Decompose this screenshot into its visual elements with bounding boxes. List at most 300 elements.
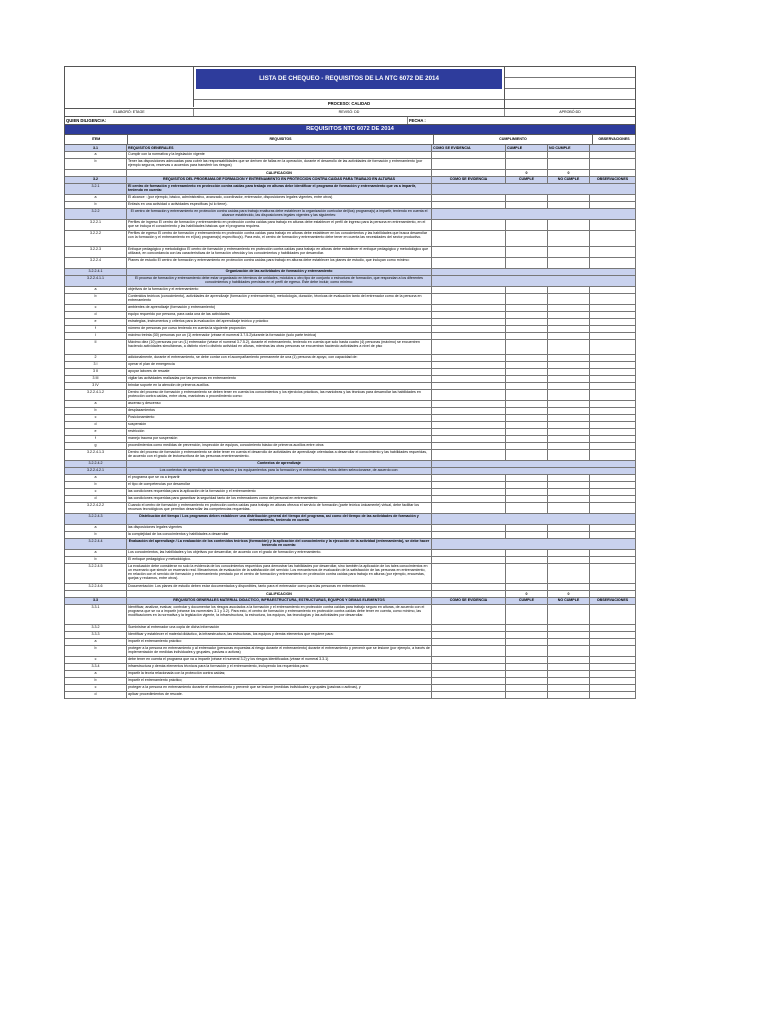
item-number: 3.2.2.4.1.3: [65, 450, 127, 461]
requirement-text: estrategias, instrumentos y criterios para la evaluación del aprendizaje teórico y práctico: [127, 319, 432, 326]
cumple-cell[interactable]: [506, 436, 548, 443]
evidencia-cell[interactable]: [432, 319, 506, 326]
evidencia-cell[interactable]: [432, 605, 506, 625]
item-number: I: [65, 333, 127, 340]
no-cumple-cell[interactable]: [548, 436, 590, 443]
table-row: [64, 664, 636, 671]
evidencia-cell[interactable]: [432, 152, 506, 159]
item-number: a: [65, 152, 127, 159]
table-row: [64, 415, 636, 422]
observaciones-cell[interactable]: [590, 525, 636, 532]
no-cumple-cell[interactable]: [548, 152, 590, 159]
evidencia-cell[interactable]: [432, 415, 506, 422]
col-evidencia: COMO SE EVIDENCIA: [432, 145, 506, 152]
cumple-cell[interactable]: [506, 220, 548, 231]
no-cumple-cell[interactable]: [548, 664, 590, 671]
observaciones-cell[interactable]: [590, 195, 636, 202]
cumple-cell[interactable]: [506, 550, 548, 557]
observaciones-cell[interactable]: [590, 443, 636, 450]
table-row: [64, 564, 636, 584]
observaciones-cell[interactable]: [590, 475, 636, 482]
observaciones-cell[interactable]: [590, 532, 636, 539]
table-row: [64, 305, 636, 312]
no-cumple-cell[interactable]: [548, 443, 590, 450]
evidencia-cell[interactable]: [432, 496, 506, 503]
section-title: REQUISITOS GENERALES MATERIAL DIDACTICO, INFRAESTRUCTURA, ESTRUCTURAS, EQUIPOS Y DEMAS ELEMENTOS: [127, 598, 432, 605]
cumple-cell[interactable]: [506, 312, 548, 319]
observaciones-cell[interactable]: [590, 429, 636, 436]
process-label: PROCESO: CALIDAD: [194, 99, 504, 108]
evidencia-cell[interactable]: [432, 340, 506, 356]
cumple-cell[interactable]: [506, 564, 548, 584]
requirement-text: Dentro del proceso de formación y entrenamiento se debe tener en cuenta el desarrollo de actividades de aprendizaje orientadas a desarrollar el conocimiento y las habilidades requeridas, de acuerdo con el grado de lectoescritura de las personas enentrenamiento.: [127, 450, 432, 461]
no-cumple-cell[interactable]: [548, 326, 590, 333]
evidencia-cell[interactable]: [432, 422, 506, 429]
no-cumple-cell[interactable]: [548, 584, 590, 591]
cumple-cell[interactable]: [506, 305, 548, 312]
fecha-field[interactable]: FECHA :: [409, 118, 426, 123]
observaciones-cell[interactable]: [590, 632, 636, 639]
observaciones-cell[interactable]: [590, 605, 636, 625]
header-right-cells: [505, 67, 635, 108]
no-cumple-cell[interactable]: [548, 247, 590, 258]
cumple-cell[interactable]: [506, 584, 548, 591]
evidencia-cell[interactable]: [432, 312, 506, 319]
item-number: b: [65, 202, 127, 209]
column-headers: [64, 135, 636, 145]
observaciones-cell[interactable]: [590, 503, 636, 514]
observaciones-cell[interactable]: [590, 159, 636, 170]
requirement-text: Posicionamiento: [127, 415, 432, 422]
evidencia-cell[interactable]: [432, 202, 506, 209]
observaciones-cell[interactable]: [590, 550, 636, 557]
evidencia-cell[interactable]: [432, 632, 506, 639]
cumple-cell[interactable]: [506, 390, 548, 401]
no-cumple-cell[interactable]: [548, 429, 590, 436]
evidencia-cell[interactable]: [432, 532, 506, 539]
observaciones-cell[interactable]: [590, 436, 636, 443]
no-cumple-cell[interactable]: [548, 692, 590, 699]
no-cumple-cell[interactable]: [548, 678, 590, 685]
cumple-cell[interactable]: [506, 326, 548, 333]
evidencia-cell[interactable]: [432, 443, 506, 450]
evidencia-cell[interactable]: [432, 482, 506, 489]
requirement-text: Enfoque pedagógico y metodológico El centro de formación y entrenamiento en protección contra caídas para trabajo en alturas debe establecer el enfoque pedagógico y metodológico que utilizará, en concordancia con las características de la formación ofrecida y los conocimientos y habilidades por desarrollar.: [127, 247, 432, 258]
requirement-text: Identificar y establecer el material didáctico, la infraestructura, las estructuras, los equipos y demás elementos que requiere para:: [127, 632, 432, 639]
evidencia-cell[interactable]: [432, 564, 506, 584]
evidencia-cell[interactable]: [432, 159, 506, 170]
evidencia-cell[interactable]: [432, 646, 506, 657]
cumple-cell[interactable]: [506, 482, 548, 489]
observaciones-cell[interactable]: [590, 422, 636, 429]
no-cumple-cell[interactable]: [548, 685, 590, 692]
evidencia-cell[interactable]: [432, 195, 506, 202]
no-cumple-cell[interactable]: [548, 258, 590, 269]
observaciones-cell[interactable]: [590, 319, 636, 326]
table-row: [64, 294, 636, 305]
table-row: [64, 247, 636, 258]
evidencia-cell[interactable]: [432, 450, 506, 461]
cumple-cell[interactable]: [506, 664, 548, 671]
item-number: b: [65, 678, 127, 685]
observaciones-cell[interactable]: [590, 220, 636, 231]
no-cumple-cell[interactable]: [548, 195, 590, 202]
observaciones-cell[interactable]: [590, 340, 636, 356]
no-cumple-cell[interactable]: [548, 355, 590, 362]
evidencia-cell[interactable]: [432, 333, 506, 340]
no-cumple-cell[interactable]: [548, 305, 590, 312]
observaciones-cell[interactable]: [590, 584, 636, 591]
cumple-cell[interactable]: [506, 639, 548, 646]
cumple-cell[interactable]: [506, 625, 548, 632]
item-number: c: [65, 685, 127, 692]
approval-row: [64, 109, 636, 117]
no-cumple-cell[interactable]: [548, 408, 590, 415]
item-number: 3.3.2: [65, 625, 127, 632]
evidencia-cell[interactable]: [432, 287, 506, 294]
no-cumple-cell[interactable]: [548, 475, 590, 482]
observaciones-cell[interactable]: [590, 678, 636, 685]
table-row: [64, 685, 636, 692]
evidencia-cell[interactable]: [432, 557, 506, 564]
requirement-text: debe tener en cuenta el programa que va a impartir (véase el numeral 3.2) y los riesgos identificados (véase el numeral 3.3.1): [127, 657, 432, 664]
requirement-text: proteger a la persona en entrenamiento y al entrenador (personas expuestas al riesgo durante el entrenamiento) durante el entrenamiento y prevenir que se lesione (por ejemplo, a través de implementación de medidas individuales y grupales, pasivas o activas): [127, 646, 432, 657]
evidencia-cell[interactable]: [432, 376, 506, 383]
cumple-cell[interactable]: [506, 422, 548, 429]
cumple-cell[interactable]: [506, 525, 548, 532]
observaciones-cell[interactable]: [590, 450, 636, 461]
observaciones-cell[interactable]: [590, 202, 636, 209]
section-number: 3.3: [65, 598, 127, 605]
item-number: b: [65, 159, 127, 170]
col-no-cumple: NO CUMPLE: [548, 177, 590, 184]
observaciones-cell[interactable]: [590, 152, 636, 159]
cumple-cell[interactable]: [506, 415, 548, 422]
evidencia-cell[interactable]: [432, 436, 506, 443]
col-obs: OBSERVACIONES: [590, 177, 636, 184]
cumple-cell[interactable]: [506, 671, 548, 678]
observaciones-cell[interactable]: [590, 646, 636, 657]
table-row: [64, 436, 636, 443]
evidencia-cell[interactable]: [432, 305, 506, 312]
observaciones-cell[interactable]: [590, 333, 636, 340]
observaciones-cell[interactable]: [590, 692, 636, 699]
no-cumple-cell[interactable]: [548, 422, 590, 429]
cumple-cell[interactable]: [506, 408, 548, 415]
cumple-cell[interactable]: [506, 646, 548, 657]
col-cumple: CUMPLE: [506, 598, 548, 605]
table-row: [64, 671, 636, 678]
item-number: e: [65, 429, 127, 436]
table-row: [64, 532, 636, 539]
item-number: f: [65, 326, 127, 333]
table-row: [64, 461, 636, 468]
item-number: d: [65, 496, 127, 503]
cumple-cell[interactable]: [506, 355, 548, 362]
no-cumple-cell[interactable]: [548, 625, 590, 632]
cumple-cell[interactable]: [506, 632, 548, 639]
requirement-text: impartir la teoría relacionada con la protección contra caídas;: [127, 671, 432, 678]
observaciones-cell[interactable]: [590, 355, 636, 362]
table-row: [64, 390, 636, 401]
requirement-text: Enfasis en una actividad o actividades específicas (si lo tiene).: [127, 202, 432, 209]
observaciones-cell[interactable]: [590, 247, 636, 258]
observaciones-cell[interactable]: [590, 376, 636, 383]
item-number: 3.2.2.4.1.2: [65, 390, 127, 401]
no-cumple-cell[interactable]: [548, 564, 590, 584]
evidencia-cell[interactable]: [432, 475, 506, 482]
no-cumple-cell[interactable]: [548, 319, 590, 326]
cumple-cell[interactable]: [506, 692, 548, 699]
observaciones-cell[interactable]: [590, 639, 636, 646]
requirement-text: el programa que se va a impartir: [127, 475, 432, 482]
no-cumple-cell[interactable]: [548, 231, 590, 247]
cumple-cell[interactable]: [506, 231, 548, 247]
observaciones-cell[interactable]: [590, 258, 636, 269]
no-cumple-cell[interactable]: [548, 340, 590, 356]
title-area: [194, 67, 505, 108]
evidencia-cell[interactable]: [432, 550, 506, 557]
col-obs: [590, 145, 636, 152]
calif-obs: [590, 170, 636, 177]
evidencia-cell[interactable]: [432, 247, 506, 258]
requirement-text: impartir el entrenamiento práctico: [127, 639, 432, 646]
item-number: 3.2.2.4.1: [65, 269, 127, 276]
no-cumple-cell[interactable]: [548, 525, 590, 532]
requirement-text: ascenso y descenso: [127, 401, 432, 408]
col-cumple: CUMPLE: [506, 177, 548, 184]
cumple-cell[interactable]: [506, 429, 548, 436]
evidencia-cell[interactable]: [432, 625, 506, 632]
requirement-text: equipo requerido por persona, para cada una de las actividades: [127, 312, 432, 319]
no-cumple-cell[interactable]: [548, 369, 590, 376]
cumple-cell[interactable]: [506, 369, 548, 376]
col-no-cumple: NO CUMPLE: [548, 598, 590, 605]
cumple-cell[interactable]: [506, 376, 548, 383]
requirement-text: operar el plan de emergencia: [127, 362, 432, 369]
evidencia-cell[interactable]: [432, 678, 506, 685]
evidencia-cell[interactable]: [432, 685, 506, 692]
cumple-cell[interactable]: [506, 152, 548, 159]
item-number: c: [65, 657, 127, 664]
cumple-cell[interactable]: [506, 450, 548, 461]
no-cumple-cell[interactable]: [548, 639, 590, 646]
no-cumple-cell[interactable]: [548, 159, 590, 170]
evidencia-cell[interactable]: [432, 258, 506, 269]
requirement-text: manejo trauma por suspensión: [127, 436, 432, 443]
evidencia-cell[interactable]: [432, 355, 506, 362]
observaciones-cell[interactable]: [590, 312, 636, 319]
col-no-cumple: NO CUMPLE: [548, 145, 590, 152]
checklist-sheet: [64, 66, 636, 699]
no-cumple-cell[interactable]: [548, 376, 590, 383]
table-row: [64, 195, 636, 202]
observaciones-cell[interactable]: [590, 657, 636, 664]
cumple-cell[interactable]: [506, 383, 548, 390]
no-cumple-cell[interactable]: [548, 202, 590, 209]
evidencia-cell[interactable]: [432, 383, 506, 390]
item-number: 3.2.1: [65, 184, 127, 195]
no-cumple-cell[interactable]: [548, 294, 590, 305]
cumple-cell[interactable]: [506, 287, 548, 294]
item-number: 3.2.2.2: [65, 231, 127, 247]
observaciones-cell[interactable]: [590, 369, 636, 376]
evidencia-cell[interactable]: [432, 671, 506, 678]
item-number: 3.3.3: [65, 632, 127, 639]
cumple-cell[interactable]: [506, 532, 548, 539]
no-cumple-cell[interactable]: [548, 220, 590, 231]
item-number: 3 I: [65, 362, 127, 369]
cumple-cell[interactable]: [506, 195, 548, 202]
cumple-cell[interactable]: [506, 294, 548, 305]
cumple-cell[interactable]: [506, 202, 548, 209]
cumple-cell[interactable]: [506, 247, 548, 258]
table-row: [64, 276, 636, 287]
evidencia-cell[interactable]: [432, 401, 506, 408]
table-row: [64, 326, 636, 333]
cumple-cell[interactable]: [506, 333, 548, 340]
cumple-cell[interactable]: [506, 496, 548, 503]
observaciones-cell[interactable]: [590, 415, 636, 422]
no-cumple-cell[interactable]: [548, 550, 590, 557]
evidencia-cell[interactable]: [432, 362, 506, 369]
observaciones-cell[interactable]: [590, 383, 636, 390]
no-cumple-cell[interactable]: [548, 312, 590, 319]
no-cumple-cell[interactable]: [548, 632, 590, 639]
no-cumple-cell[interactable]: [548, 496, 590, 503]
observaciones-cell[interactable]: [590, 408, 636, 415]
evidencia-cell[interactable]: [432, 525, 506, 532]
no-cumple-cell[interactable]: [548, 287, 590, 294]
no-cumple-cell[interactable]: [548, 390, 590, 401]
cumple-cell[interactable]: [506, 340, 548, 356]
evidencia-cell[interactable]: [432, 220, 506, 231]
requirement-text: el tipo de competencias por desarrollar: [127, 482, 432, 489]
evidencia-cell[interactable]: [432, 408, 506, 415]
observaciones-cell[interactable]: [590, 401, 636, 408]
section-number: 3.2: [65, 177, 127, 184]
cumple-cell[interactable]: [506, 503, 548, 514]
table-row: [64, 584, 636, 591]
evidencia-cell[interactable]: [432, 294, 506, 305]
table-row: [64, 231, 636, 247]
cumple-cell[interactable]: [506, 678, 548, 685]
observaciones-cell[interactable]: [590, 557, 636, 564]
requirement-text: vigilar las actividades realizadas por las personas en entrenamiento: [127, 376, 432, 383]
quien-diligencia-field[interactable]: QUIEN DILIGENCIA:: [65, 117, 408, 124]
no-cumple-cell[interactable]: [548, 503, 590, 514]
evidencia-cell[interactable]: [432, 657, 506, 664]
item-number: a: [65, 639, 127, 646]
item-number: a: [65, 401, 127, 408]
observaciones-cell[interactable]: [590, 294, 636, 305]
no-cumple-cell[interactable]: [548, 383, 590, 390]
no-cumple-cell[interactable]: [548, 401, 590, 408]
requirement-text: Evaluación del aprendizaje / La evaluación de los contenidos teóricos (formación) y la aplicación del conocimiento y la ejecución de la actividad (entrenamiento), se debe hacer teniendo en cuenta:: [127, 539, 432, 550]
cumple-cell[interactable]: [506, 362, 548, 369]
observaciones-cell[interactable]: [590, 671, 636, 678]
observaciones-cell[interactable]: [590, 482, 636, 489]
evidencia-cell[interactable]: [432, 231, 506, 247]
no-cumple-cell[interactable]: [548, 671, 590, 678]
evidencia-cell[interactable]: [432, 489, 506, 496]
no-cumple-cell[interactable]: [548, 333, 590, 340]
evidencia-cell[interactable]: [432, 503, 506, 514]
evidencia-cell[interactable]: [432, 639, 506, 646]
item-number: 3.2.2.1: [65, 220, 127, 231]
cumple-cell[interactable]: [506, 159, 548, 170]
evidencia-cell[interactable]: [432, 369, 506, 376]
no-cumple-cell[interactable]: [548, 646, 590, 657]
observaciones-cell[interactable]: [590, 496, 636, 503]
observaciones-cell[interactable]: [590, 489, 636, 496]
aprobo-label: APROBÓ:DD: [559, 110, 581, 114]
cumple-cell[interactable]: [506, 685, 548, 692]
no-cumple-cell[interactable]: [548, 450, 590, 461]
observaciones-cell[interactable]: [590, 287, 636, 294]
requirement-text: objetivos de la formación y el entrenamiento: [127, 287, 432, 294]
header-block: [64, 66, 636, 109]
observaciones-cell[interactable]: [590, 362, 636, 369]
cumple-cell[interactable]: [506, 401, 548, 408]
evidencia-cell[interactable]: [432, 584, 506, 591]
calif-ev: [432, 591, 506, 598]
cumple-cell[interactable]: [506, 475, 548, 482]
observaciones-cell[interactable]: [590, 664, 636, 671]
table-row: [64, 496, 636, 503]
evidencia-cell[interactable]: [432, 664, 506, 671]
no-cumple-cell[interactable]: [548, 557, 590, 564]
calif-ev: [432, 170, 506, 177]
cumple-cell[interactable]: [506, 605, 548, 625]
table-row: [64, 605, 636, 625]
no-cumple-cell[interactable]: [548, 657, 590, 664]
observaciones-cell[interactable]: [590, 231, 636, 247]
no-cumple-cell[interactable]: [548, 489, 590, 496]
observaciones-cell[interactable]: [590, 564, 636, 584]
table-row: [64, 678, 636, 685]
observaciones-cell[interactable]: [590, 305, 636, 312]
cumple-cell[interactable]: [506, 443, 548, 450]
no-cumple-cell[interactable]: [548, 362, 590, 369]
observaciones-cell[interactable]: [590, 390, 636, 401]
evidencia-cell[interactable]: [432, 390, 506, 401]
item-number: a: [65, 525, 127, 532]
observaciones-cell[interactable]: [590, 685, 636, 692]
requirement-text: adicionalmente, durante el entrenamiento, se debe contar con el acompañamiento permanente de una (1) persona de apoyo, con capacidad de:: [127, 355, 432, 362]
no-cumple-cell[interactable]: [548, 415, 590, 422]
item-number: 3.3.4: [65, 664, 127, 671]
cumple-cell[interactable]: [506, 557, 548, 564]
item-number: 3.2.2.4.2.1: [65, 468, 127, 475]
table-row: [64, 202, 636, 209]
no-cumple-cell[interactable]: [548, 605, 590, 625]
cumple-cell[interactable]: [506, 657, 548, 664]
evidencia-cell[interactable]: [432, 692, 506, 699]
table-row: [64, 209, 636, 220]
evidencia-cell[interactable]: [432, 326, 506, 333]
table-row: [64, 362, 636, 369]
observaciones-cell[interactable]: [590, 625, 636, 632]
item-number: 3.2.2.4.4: [65, 539, 127, 550]
observaciones-cell[interactable]: [590, 326, 636, 333]
cumple-cell[interactable]: [506, 319, 548, 326]
cumple-cell[interactable]: [506, 489, 548, 496]
no-cumple-cell[interactable]: [548, 482, 590, 489]
no-cumple-cell[interactable]: [548, 532, 590, 539]
cumple-cell[interactable]: [506, 258, 548, 269]
evidencia-cell[interactable]: [432, 429, 506, 436]
